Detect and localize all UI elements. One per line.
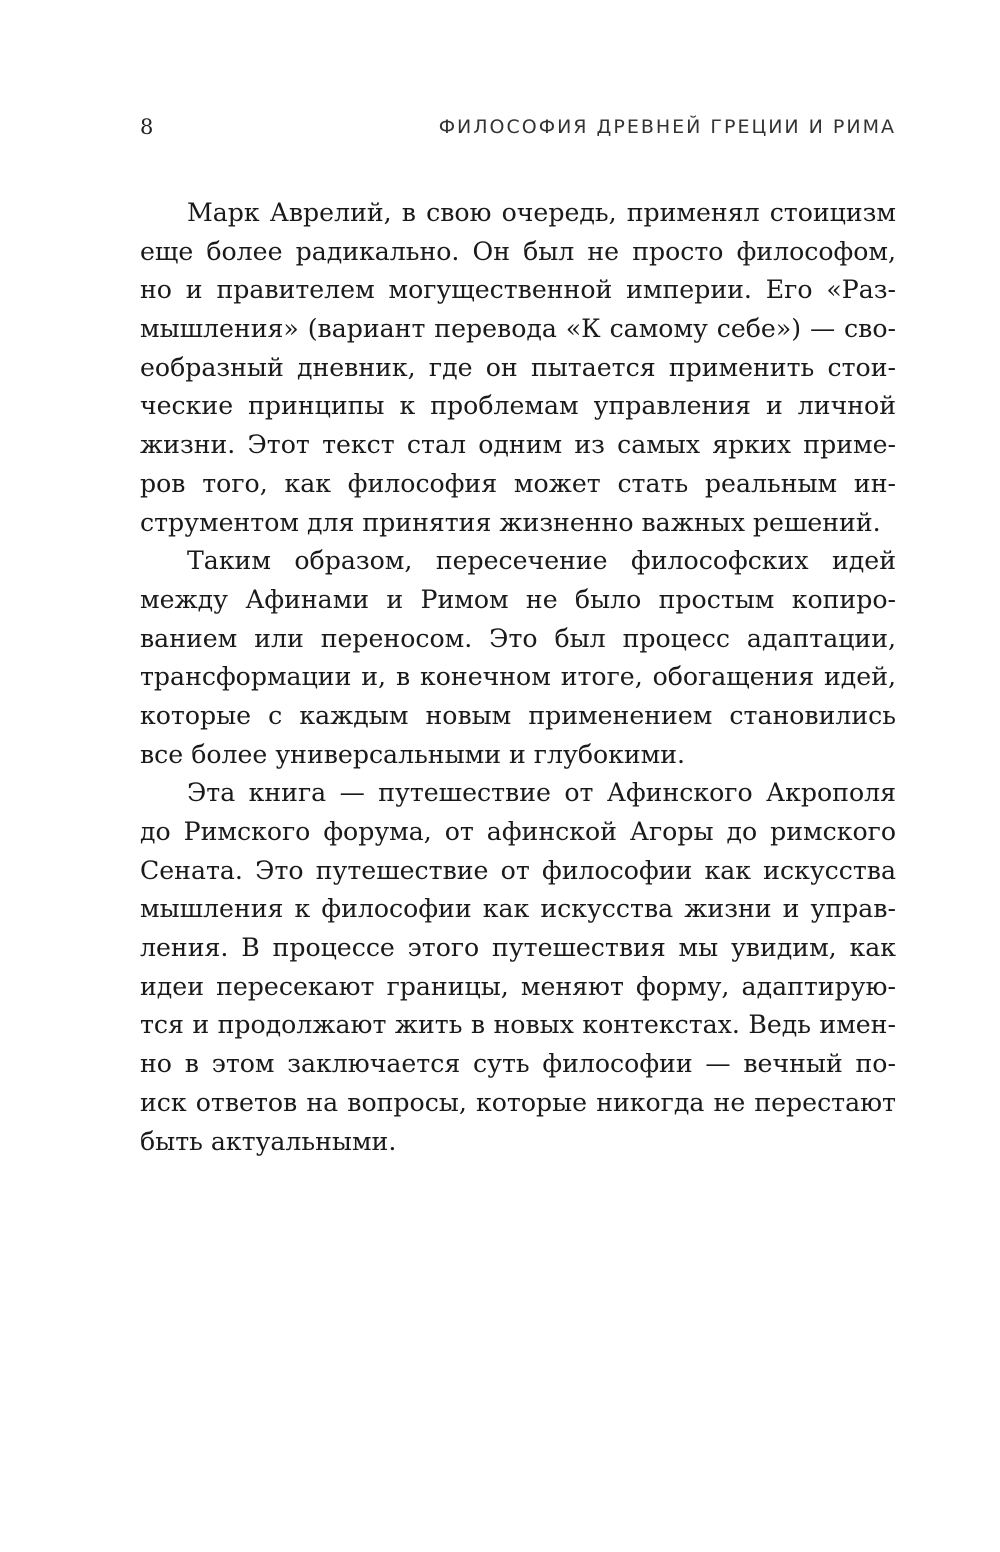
- text-line: между Афинами и Римом не было простым копиро-: [140, 584, 896, 614]
- text-line: Марк Аврелий, в свою очередь, применял стоицизм: [187, 198, 896, 227]
- text-line: идеи пересекают границы, меняют форму, адаптирую-: [140, 971, 896, 1001]
- text-line: Сената. Это путешествие от философии как искусства: [140, 855, 896, 885]
- paragraph: [140, 194, 896, 542]
- text-line: быть актуальными.: [140, 1126, 397, 1156]
- paragraph: [140, 774, 896, 1161]
- page-number: 8: [140, 115, 154, 139]
- text-line: еще более радикально. Он был не просто философом,: [140, 236, 896, 266]
- text-line: мышления к философии как искусства жизни и управ-: [140, 894, 896, 924]
- text-line: но в этом заключается суть философии — вечный по-: [140, 1049, 896, 1079]
- text-line: все более универсальными и глубокими.: [140, 739, 686, 769]
- text-line: ров того, как философия может стать реальным ин-: [140, 468, 896, 498]
- body-text: [140, 194, 896, 1161]
- text-line: мышления» (вариант перевода «К самому себе») — сво-: [140, 314, 896, 344]
- text-line: Таким образом, пересечение философских идей: [187, 546, 896, 576]
- text-line: Эта книга — путешествие от Афинского Акрополя: [187, 778, 896, 808]
- text-line: но и правителем могущественной империи. Его «Раз-: [140, 275, 896, 305]
- text-line: еобразный дневник, где он пытается применить стои-: [140, 352, 896, 382]
- running-title: ФИЛОСОФИЯ ДРЕВНЕЙ ГРЕЦИИ И РИМА: [438, 116, 896, 138]
- text-line: ческие принципы к проблемам управления и личной: [140, 391, 896, 421]
- text-line: иск ответов на вопросы, которые никогда не перестают: [140, 1087, 896, 1117]
- text-line: струментом для принятия жизненно важных решений.: [140, 507, 881, 537]
- paragraph: [140, 542, 896, 774]
- page-header: [140, 112, 896, 146]
- text-line: трансформации и, в конечном итоге, обогащения идей,: [140, 662, 896, 692]
- text-line: до Римского форума, от афинской Агоры до римского: [140, 817, 896, 846]
- text-line: ления. В процессе этого путешествия мы увидим, как: [140, 933, 896, 963]
- text-line: ванием или переносом. Это был процесс адаптации,: [140, 623, 896, 653]
- text-line: которые с каждым новым применением становились: [140, 700, 896, 730]
- text-line: тся и продолжают жить в новых контекстах. Ведь имен-: [140, 1010, 896, 1040]
- text-line: жизни. Этот текст стал одним из самых ярких приме-: [140, 430, 896, 460]
